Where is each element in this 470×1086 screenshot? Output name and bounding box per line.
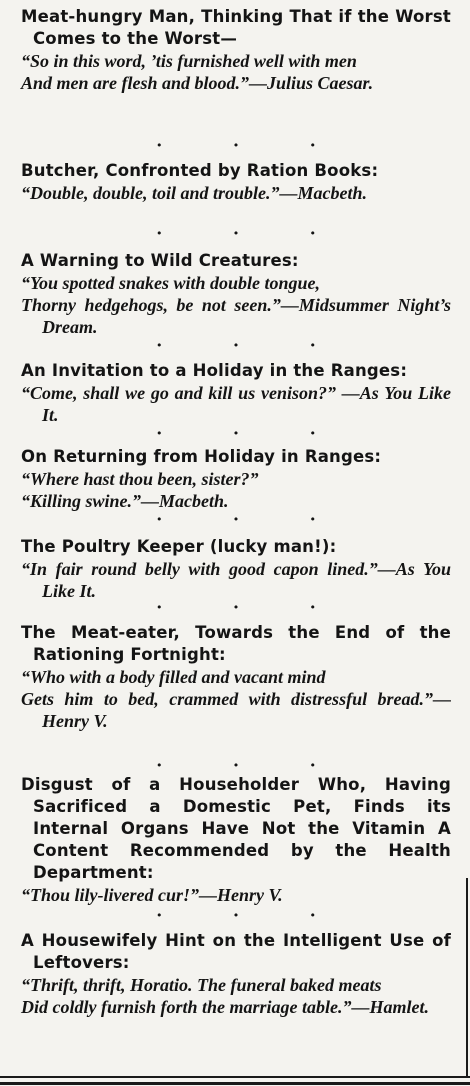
star-glyph: • [232, 601, 240, 614]
quote-line: “You spotted snakes with double tongue, [21, 273, 321, 293]
quote-line: “Thou lily-livered cur!”—Henry V. [21, 885, 283, 905]
separator-stars [156, 602, 316, 614]
quote-line: “In fair round belly with good capon lined.”—As You Like It. [21, 559, 451, 601]
quote-line: “Who with a body filled and vacant mind [21, 667, 326, 687]
star-glyph: • [309, 513, 316, 526]
entry-5 [21, 446, 451, 512]
entry-3 [21, 250, 451, 338]
star-glyph: • [309, 601, 316, 614]
separator-stars [156, 228, 316, 240]
bottom-rule [0, 1076, 470, 1078]
entry-6 [21, 536, 451, 602]
quote-line: “So in this word, ’tis furnished well with men [21, 51, 357, 71]
entry-quote [21, 884, 451, 906]
separator-stars [156, 340, 316, 352]
entry-heading: An Invitation to a Holiday in the Ranges: [21, 361, 408, 380]
star-glyph: • [309, 759, 316, 772]
star-glyph: • [232, 759, 240, 772]
quote-line: Thorny hedgehogs, be not seen.”—Midsummer Night’s Dream. [21, 295, 451, 337]
star-glyph: • [156, 339, 163, 352]
separator-stars [156, 140, 316, 152]
entry-quote [21, 974, 451, 1018]
entry-9 [21, 930, 451, 1018]
quote-line: “Come, shall we go and kill us venison?” —As You Like It. [21, 383, 451, 425]
entry-quote [21, 50, 451, 94]
entry-heading: On Returning from Holiday in Ranges: [21, 447, 382, 466]
star-glyph: • [156, 759, 163, 772]
star-glyph: • [156, 227, 163, 240]
star-glyph: • [156, 513, 163, 526]
entry-2 [21, 160, 451, 204]
star-glyph: • [309, 339, 316, 352]
star-glyph: • [309, 139, 316, 152]
quote-line: Gets him to bed, crammed with distressful bread.”—Henry V. [21, 689, 451, 731]
star-glyph: • [232, 339, 240, 352]
star-glyph: • [156, 601, 163, 614]
separator-stars [156, 760, 316, 772]
entry-quote [21, 382, 451, 426]
entry-heading: A Housewifely Hint on the Intelligent Use of Leftovers: [21, 931, 451, 972]
entry-heading: Butcher, Confronted by Ration Books: [21, 161, 379, 180]
star-glyph: • [232, 909, 240, 922]
star-glyph: • [232, 513, 240, 526]
star-glyph: • [232, 227, 240, 240]
quote-line: “Thrift, thrift, Horatio. The funeral baked meats [21, 975, 382, 995]
bottom-rule-thick [0, 1082, 470, 1085]
quote-line: “Where hast thou been, sister?” [21, 469, 259, 489]
quote-line: “Killing swine.”—Macbeth. [21, 491, 229, 511]
entry-heading: Meat-hungry Man, Thinking That if the Worst Comes to the Worst— [21, 7, 451, 48]
quote-line: “Double, double, toil and trouble.”—Macbeth. [21, 183, 368, 203]
entry-quote [21, 468, 451, 512]
separator-stars [156, 428, 316, 440]
entry-7 [21, 622, 451, 732]
star-glyph: • [309, 909, 316, 922]
star-glyph: • [232, 427, 240, 440]
separator-stars [156, 910, 316, 922]
entry-quote [21, 272, 451, 338]
separator-stars [156, 514, 316, 526]
quote-line: And men are flesh and blood.”—Julius Caesar. [21, 73, 374, 93]
entry-8 [21, 774, 451, 906]
star-glyph: • [309, 227, 316, 240]
star-glyph: • [156, 139, 163, 152]
star-glyph: • [156, 909, 163, 922]
entry-1 [21, 6, 451, 94]
entry-quote [21, 558, 451, 602]
star-glyph: • [156, 427, 163, 440]
star-glyph: • [309, 427, 316, 440]
entry-quote [21, 182, 451, 204]
entry-heading: Disgust of a Householder Who, Having Sacrificed a Domestic Pet, Finds its Internal Organs Have Not the Vitamin A Content Recommended by the Health Department: [21, 775, 451, 882]
column-rule [466, 878, 468, 1076]
entry-4 [21, 360, 451, 426]
star-glyph: • [232, 139, 240, 152]
entry-quote [21, 666, 451, 732]
entry-heading: The Poultry Keeper (lucky man!): [21, 537, 337, 556]
entry-heading: A Warning to Wild Creatures: [21, 251, 299, 270]
quote-line: Did coldly furnish forth the marriage table.”—Hamlet. [21, 997, 430, 1017]
entry-heading: The Meat-eater, Towards the End of the Rationing Fortnight: [21, 623, 451, 664]
